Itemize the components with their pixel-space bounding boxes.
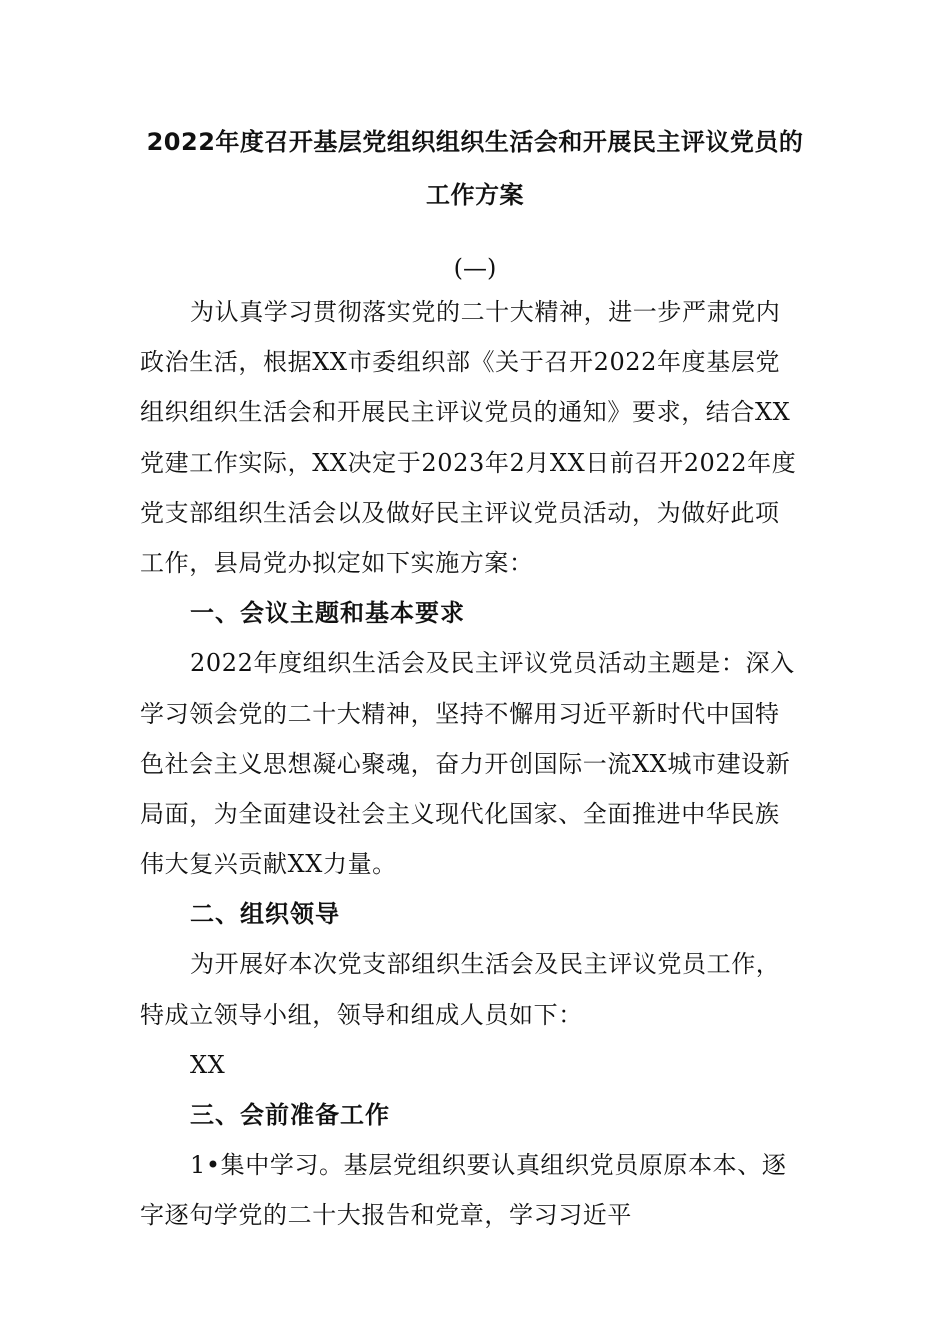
section-2-heading: 二、组织领导 (190, 900, 340, 929)
intro-line: 为认真学习贯彻落实党的二十大精神，进一步严肃党内 (190, 298, 781, 326)
intro-line: 组织组织生活会和开展民主评议党员的通知》要求，结合XX (140, 398, 791, 427)
intro-line: 党建工作实际，XX决定于2023年2月XX日前召开2022年度 (140, 448, 797, 477)
section-1-line: 局面，为全面建设社会主义现代化国家、全面推进中华民族 (140, 799, 780, 828)
document-body (140, 287, 820, 1241)
section-1-line: 色社会主义思想凝心聚魂，奋力开创国际一流XX城市建设新 (140, 749, 791, 778)
section-1-line: 学习领会党的二十大精神，坚持不懈用习近平新时代中国特 (140, 699, 780, 728)
section-1-line: 2022年度组织生活会及民主评议党员活动主题是：深入 (190, 649, 795, 678)
intro-line: 政治生活，根据XX市委组织部《关于召开2022年度基层党 (140, 348, 781, 377)
section-1-line: 伟大复兴贡献XX力量。 (140, 850, 397, 879)
section-1-heading: 一、会议主题和基本要求 (190, 599, 465, 628)
section-3-line: 字逐句学党的二十大报告和党章，学习习近平 (140, 1201, 632, 1230)
section-2-line: 特成立领导小组，领导和组成人员如下： (140, 1000, 583, 1029)
part-label: (—) (453, 254, 497, 282)
section-2-members: XX (190, 1050, 226, 1079)
section-3-line: 1•集中学习。基层党组织要认真组织党员原原本本、逐 (190, 1151, 787, 1180)
intro-line: 党支部组织生活会以及做好民主评议党员活动，为做好此项 (140, 498, 780, 527)
section-2-line: 为开展好本次党支部组织生活会及民主评议党员工作， (190, 950, 781, 979)
document-title-line-1: 2022年度召开基层党组织组织生活会和开展民主评议党员的 (146, 128, 804, 156)
intro-line: 工作，县局党办拟定如下实施方案： (140, 548, 534, 577)
section-3-heading: 三、会前准备工作 (190, 1101, 390, 1129)
document-title-line-2: 工作方案 (426, 181, 524, 209)
